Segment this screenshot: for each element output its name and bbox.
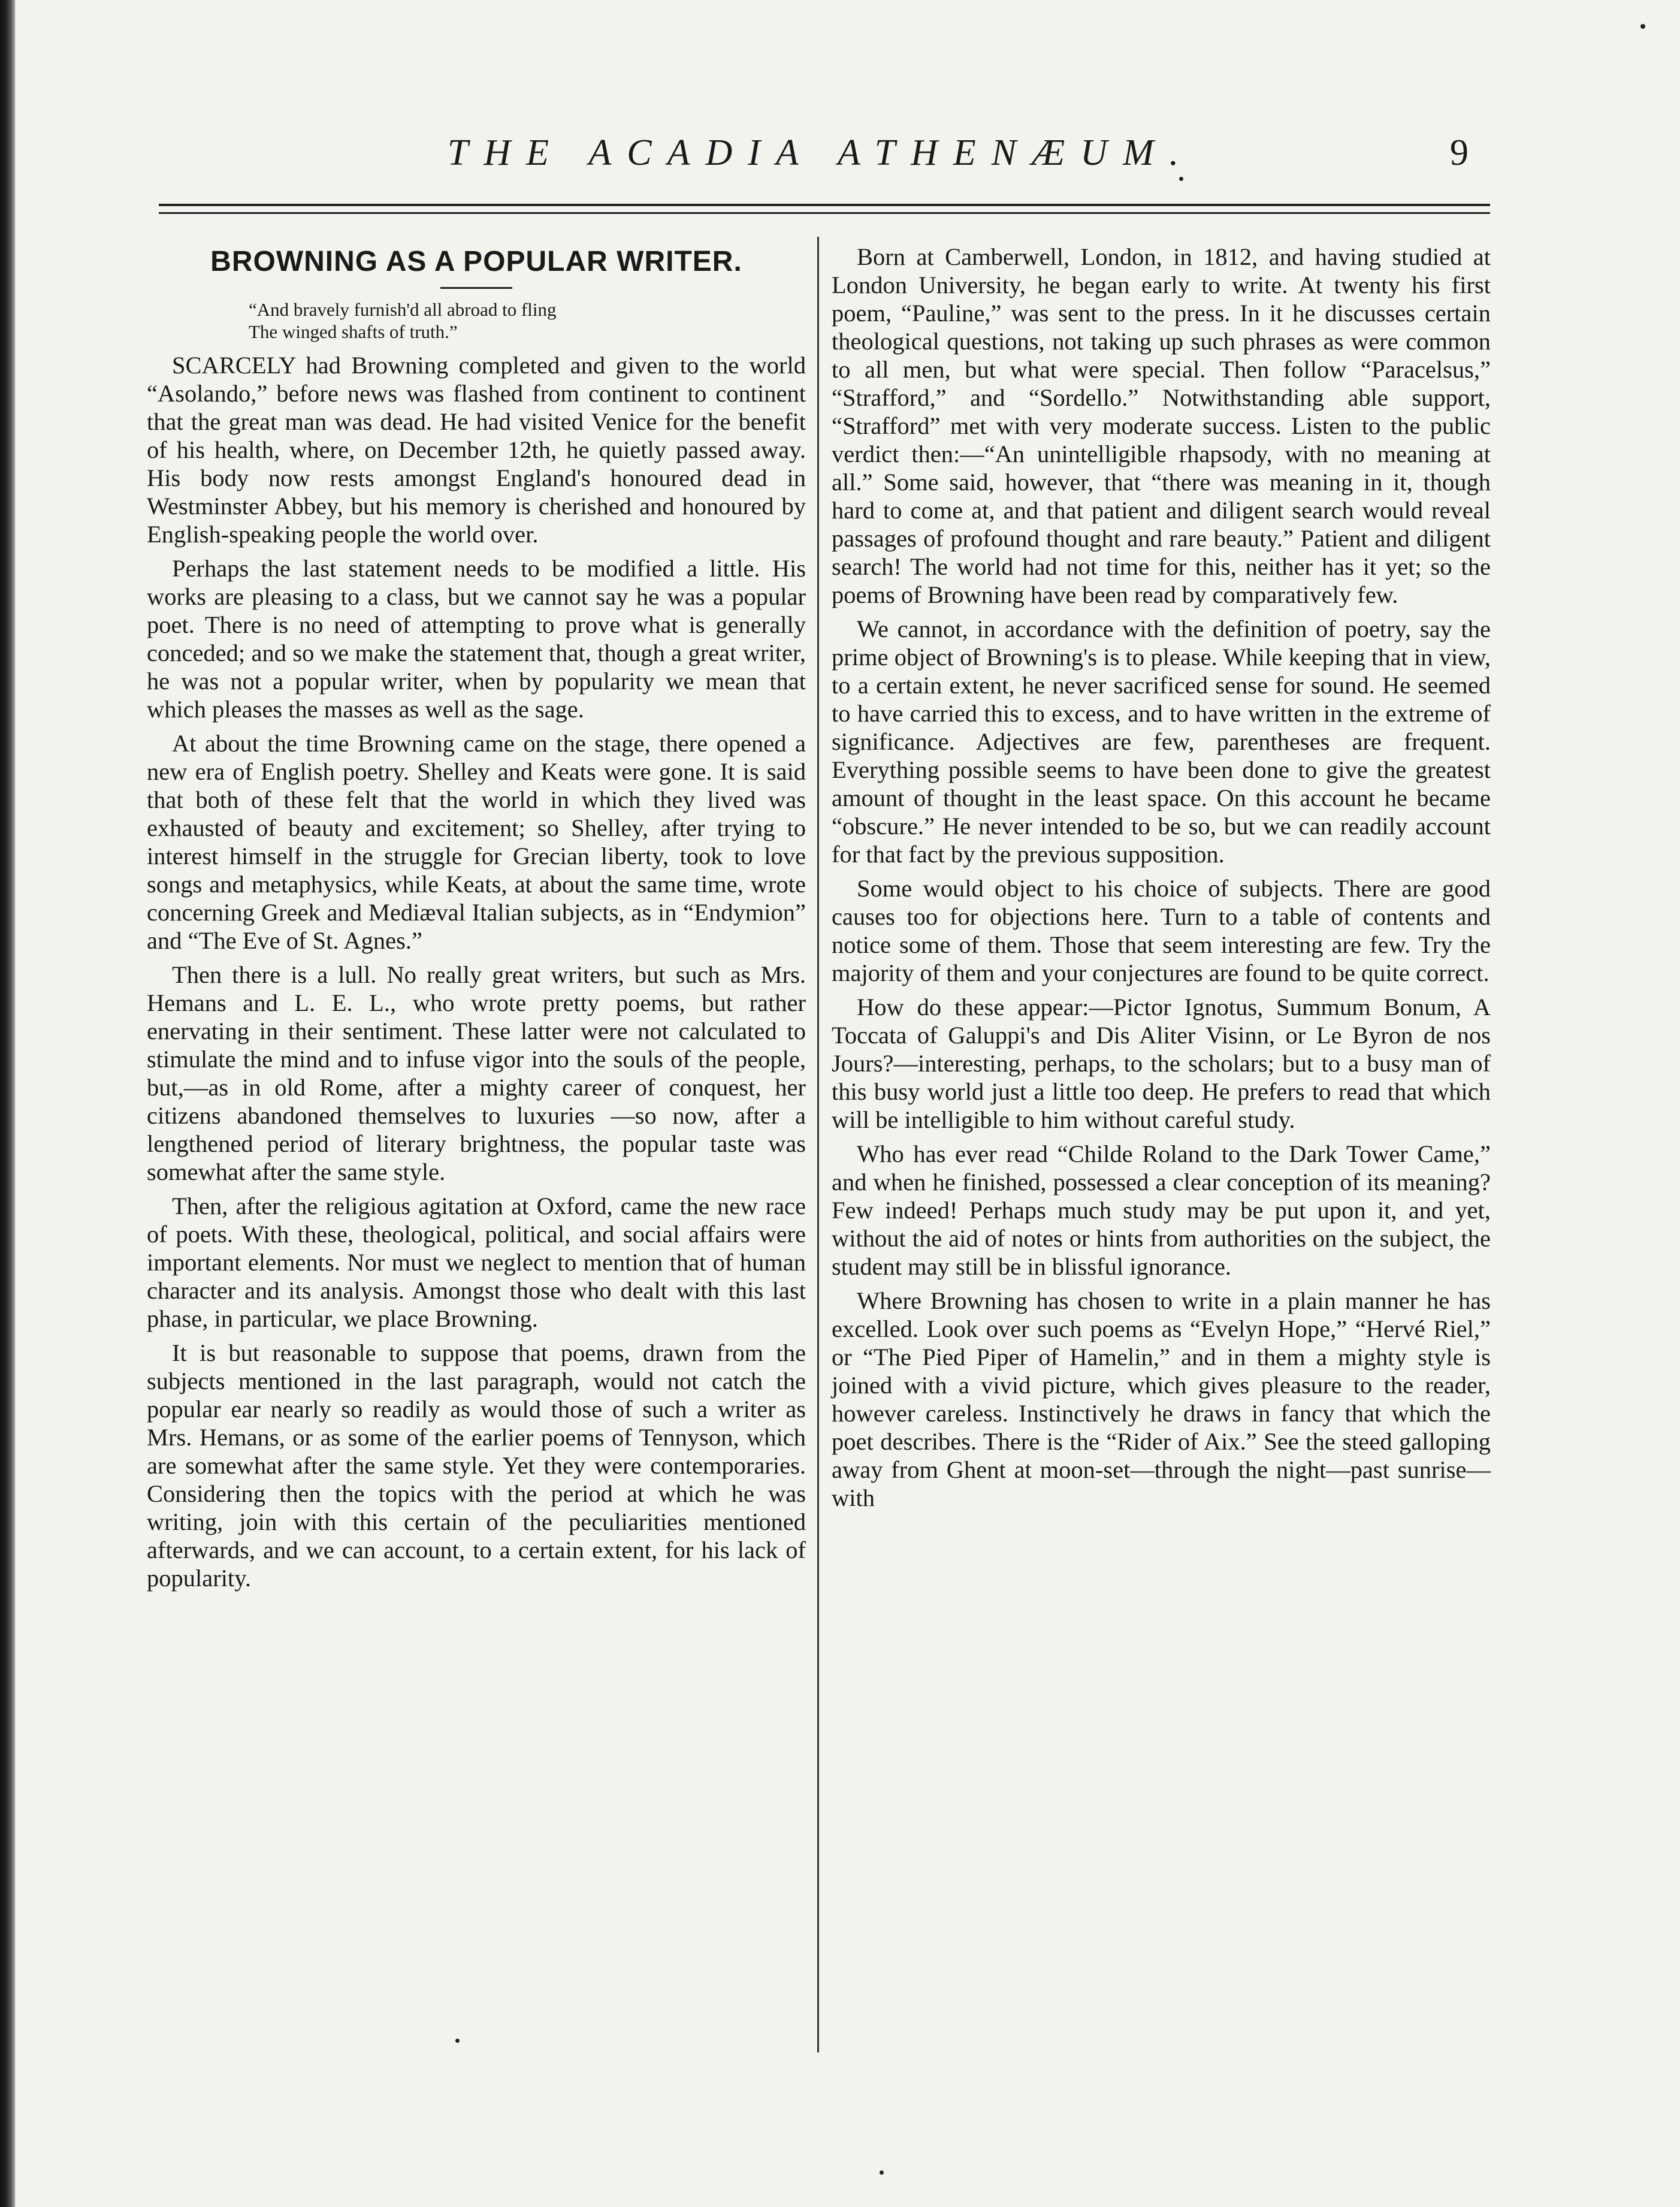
ink-speck <box>880 2170 884 2175</box>
column-divider <box>817 237 819 2052</box>
epigraph-line: “And bravely furnish'd all abroad to fling <box>249 299 557 320</box>
left-column <box>147 243 806 1592</box>
right-column <box>832 243 1491 1512</box>
page-header <box>150 126 1492 180</box>
header-rule-thin <box>159 212 1490 214</box>
paragraph: Some would object to his choice of subjects. There are good causes too for objections here. Turn to a table of contents and notice some of them. Those that seem interesting are few. Try the majority of them and your conjectures are found to be quite correct. <box>832 875 1491 986</box>
header-rule <box>159 204 1490 206</box>
ink-speck <box>1179 177 1183 181</box>
paragraph: Perhaps the last statement needs to be modified a little. His works are pleasing to a class, but we cannot say he was a popular poet. There is no need of attempting to prove what is generally conceded; and so we make the statement that, though a great writer, he was not a popular writer, when by popularity we mean that which pleases the masses as well as the sage. <box>147 555 806 723</box>
title-rule <box>440 287 512 289</box>
paragraph: Then there is a lull. No really great writers, but such as Mrs. Hemans and L. E. L., who wrote pretty poems, but rather enervating in their sentiment. These latter were not calculated to stimulate the mind and to infuse vigor into the souls of the people, but,—as in old Rome, after a mighty career of conquest, her citizens abandoned themselves to luxuries —so now, after a lengthened period of literary brightness, the popular taste was somewhat after the same style. <box>147 961 806 1185</box>
running-head: THE ACADIA ATHENÆUM. <box>447 132 1195 173</box>
paragraph: At about the time Browning came on the stage, there opened a new era of English poetry. Shelley and Keats were gone. It is said that both of these felt that the world in which they lived was exhausted of beauty and excitement; so Shelley, after trying to interest himself in the struggle for Grecian liberty, took to love songs and metaphysics, while Keats, at about the same time, wrote concerning Greek and Mediæval Italian subjects, as in “Endymion” and “The Eve of St. Agnes.” <box>147 730 806 954</box>
paragraph: Then, after the religious agitation at Oxford, came the new race of poets. With these, theological, political, and social affairs were important elements. Nor must we neglect to mention that of human character and its analysis. Amongst those who dealt with this last phase, in particular, we place Browning. <box>147 1192 806 1332</box>
page-number: 9 <box>1450 132 1469 173</box>
epigraph-line: The winged shafts of truth.” <box>249 321 458 342</box>
paragraph: It is but reasonable to suppose that poems, drawn from the subjects mentioned in the last paragraph, would not catch the popular ear nearly so readily as would those of such a writer as Mrs. Hemans, or as some of the earlier poems of Tennyson, which are somewhat after the same style. Yet they were contemporaries. Considering then the topics with the period at which he was writing, join with this certain of the peculiarities mentioned afterwards, and we can account, to a certain extent, for his lack of popularity. <box>147 1339 806 1592</box>
paragraph: Born at Camberwell, London, in 1812, and having studied at London University, he began early to write. At twenty his first poem, “Pauline,” was sent to the press. In it he discusses certain theological questions, not taking up such phrases as were common to all men, but what were special. Then follow “Paracelsus,” “Strafford,” and “Sordello.” Notwithstanding able support, “Strafford” met with very moderate success. Listen to the public verdict then:—“An unintelligible rhapsody, with no meaning at all.” Some said, however, that “there was meaning in it, though hard to come at, and that patient and diligent search would reveal passages of profound thought and rare beauty.” Patient and diligent search! The world had not time for this, neither has it yet; so the poems of Browning have been read by comparatively few. <box>832 243 1491 608</box>
paragraph: We cannot, in accordance with the definition of poetry, say the prime object of Browning's is to please. While keeping that in view, to a certain extent, he never sacrificed sense for sound. He seemed to have carried this to excess, and to have written in the extreme of significance. Adjectives are few, parentheses are frequent. Everything possible seems to have been done to give the greatest amount of thought in the least space. On this account he became “obscure.” He never intended to be so, but we can readily account for that fact by the previous supposition. <box>832 615 1491 868</box>
paragraph: Where Browning has chosen to write in a plain manner he has excelled. Look over such poems as “Evelyn Hope,” “Hervé Riel,” or “The Pied Piper of Hamelin,” and in them a mighty style is joined with a vivid picture, which gives pleasure to the reader, however careless. Instinctively he draws in fancy that which the poet describes. There is the “Rider of Aix.” See the steed galloping away from Ghent at moon-set—through the night—past sunrise—with <box>832 1287 1491 1511</box>
ink-speck <box>455 2039 460 2043</box>
paragraph: SCARCELY had Browning completed and given to the world “Asolando,” before news was flashed from continent to continent that the great man was dead. He had visited Venice for the benefit of his health, where, on December 12th, he quietly passed away. His body now rests amongst England's honoured dead in Westminster Abbey, but his memory is cherished and honoured by English-speaking people the world over. <box>147 352 806 548</box>
epigraph <box>249 298 728 343</box>
page-binding-edge <box>0 0 16 2207</box>
paragraph: Who has ever read “Childe Roland to the Dark Tower Came,” and when he finished, possessed a clear conception of its meaning? Few indeed! Perhaps much study may be put upon it, and yet, without the aid of notes or hints from authorities on the subject, the student may still be in blissful ignorance. <box>832 1140 1491 1280</box>
ink-speck <box>1640 24 1645 29</box>
article-title: BROWNING AS A POPULAR WRITER. <box>210 246 742 277</box>
paragraph: How do these appear:—Pictor Ignotus, Summum Bonum, A Toccata of Galuppi's and Dis Aliter Visinn, or Le Byron de nos Jours?—interesting, perhaps, to the scholars; but to a busy man of this busy world just a little too deep. He prefers to read that which will be intelligible to him without careful study. <box>832 994 1491 1133</box>
